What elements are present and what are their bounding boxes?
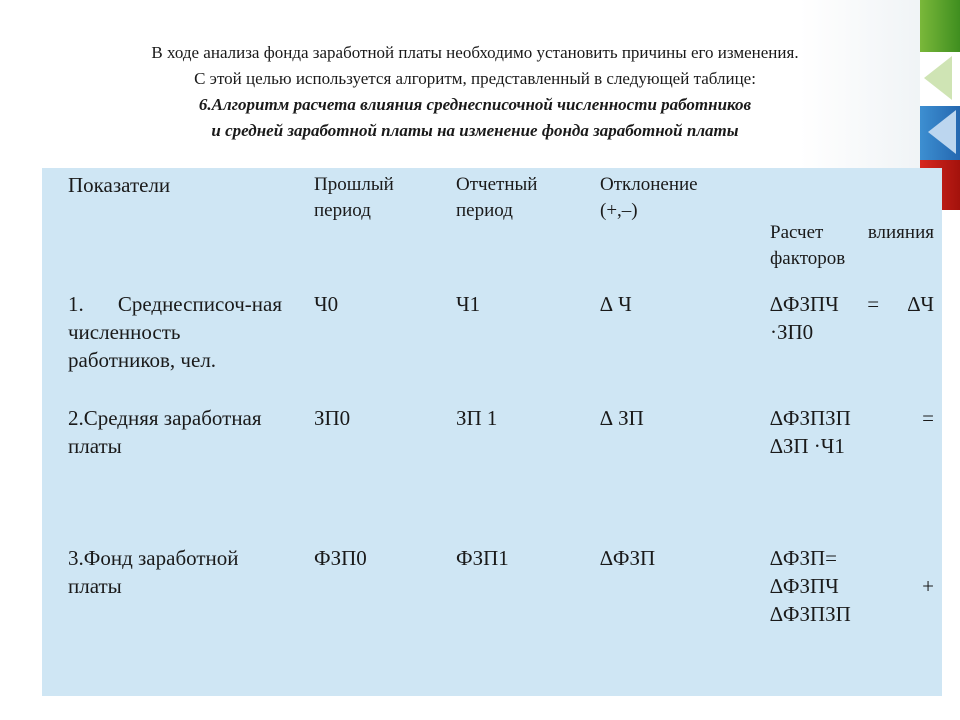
cell-current: ФЗП1 (456, 546, 509, 570)
header-line-1: В ходе анализа фонда заработной платы необходимо установить причины его изменения. (151, 43, 799, 62)
col-current-header: Отчетный период (456, 174, 538, 221)
col-deviation-header: Отклонение (+,–) (600, 174, 698, 221)
col-past-header: Прошлый период (314, 174, 394, 221)
calc-line-1: ∆ФЗПЧ = ∆Ч (770, 292, 934, 316)
calc-line-3: ∆ФЗПЗП (770, 602, 851, 626)
col-indicator-header: Показатели (68, 173, 171, 197)
calc-line-2: ∆ЗП ·Ч1 (770, 434, 845, 458)
header-line-3: 6.Алгоритм расчета влияния среднесписочной численности работников (198, 95, 752, 114)
table-header-row (42, 168, 942, 286)
cell-calc (744, 540, 942, 642)
algorithm-table (42, 168, 942, 696)
cell-indicator (42, 286, 288, 400)
table-row (42, 286, 942, 400)
cell-deviation: ∆ Ч (600, 292, 632, 316)
header-line-2: С этой целью используется алгоритм, представленный в следующей таблице: (194, 69, 756, 88)
cell-calc (744, 400, 942, 540)
calc-line-1: ∆ФЗПЗП = (770, 406, 934, 430)
cell-current: Ч1 (456, 292, 481, 316)
header-line-4: и средней заработной платы на изменение фонда заработной платы (211, 121, 739, 140)
indicator-text: 1. Среднесписоч-ная численность работников, чел. (68, 292, 282, 372)
cell-deviation: ∆ФЗП (600, 546, 656, 570)
calc-line-1: ∆ФЗП= (770, 546, 837, 570)
calc-line-2: ·ЗП0 (770, 320, 814, 344)
cell-indicator: 3.Фонд заработной платы (68, 546, 239, 598)
col-calc-header (744, 168, 942, 286)
cell-past: ЗП0 (314, 406, 351, 430)
calc-line-2: ∆ФЗПЧ + (770, 574, 934, 598)
cell-past: Ч0 (314, 292, 339, 316)
col-calc-header-text: Расчет влияния факторов (770, 222, 934, 269)
cell-past: ФЗП0 (314, 546, 367, 570)
table-row (42, 400, 942, 540)
table-row (42, 540, 942, 642)
cell-indicator: 2.Средняя заработная платы (68, 406, 262, 458)
cell-calc (744, 286, 942, 400)
cell-current: ЗП 1 (456, 406, 498, 430)
slide-header (0, 40, 960, 144)
cell-deviation: ∆ ЗП (600, 406, 644, 430)
